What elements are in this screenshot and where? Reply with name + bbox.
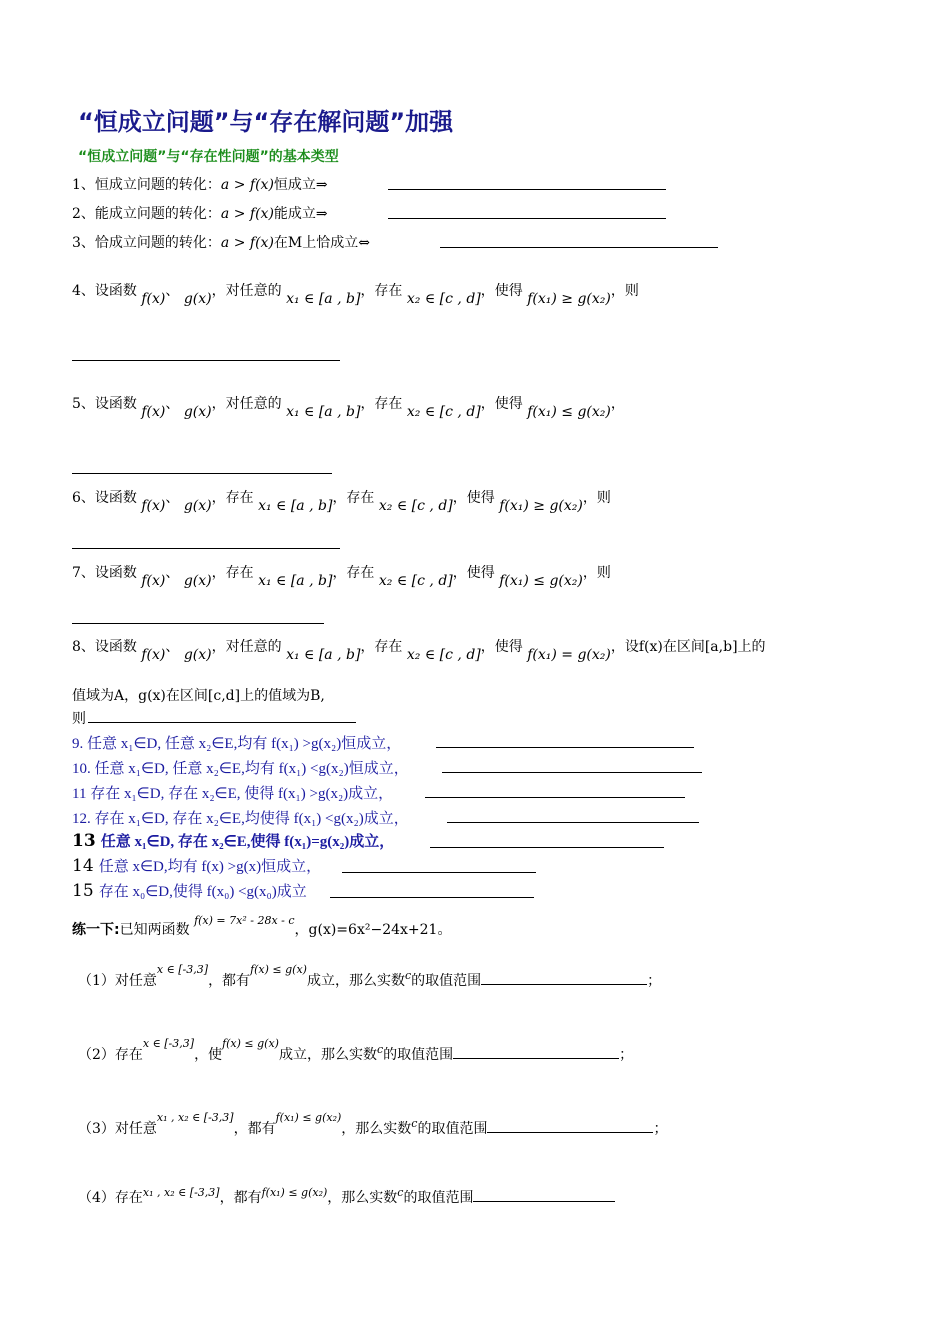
item-10: 10. 任意 x₁∈D, 任意 x₂∈E,均有 f(x₁) <g(x₂)恒成立，	[72, 761, 409, 777]
item-4: 4、设函数 f(x)、 g(x)，对任意的 x₁ ∈ [a , b]，存在 x₂ ∈ [c , d]，使得 f(x₁) ≥ g(x₂)，则	[72, 283, 639, 307]
item-7: 7、设函数 f(x)、 g(x)，存在 x₁ ∈ [a , b]，存在 x₂ ∈ [c , d]，使得 f(x₁) ≤ g(x₂)，则	[72, 565, 611, 589]
answer-blank[interactable]	[342, 872, 536, 873]
item-8: 8、设函数 f(x)、 g(x)，对任意的 x₁ ∈ [a , b]，存在 x₂ ∈ [c , d]，使得 f(x₁) = g(x₂)，设f(x)在区间[a,b]上的	[72, 639, 766, 663]
answer-blank[interactable]	[430, 847, 664, 848]
item-8-line2: 值域为A，g(x)在区间[c,d]上的值域为B,	[72, 688, 325, 704]
answer-blank[interactable]	[481, 970, 647, 985]
page-title: “恒成立问题”与“存在解问题”加强	[78, 108, 454, 136]
answer-blank[interactable]	[436, 747, 694, 748]
item-1: 1、恒成立问题的转化：a > f(x)恒成立⇒	[72, 177, 328, 193]
item-8-line3: 则	[72, 711, 86, 727]
answer-blank[interactable]	[473, 1187, 615, 1202]
answer-blank[interactable]	[388, 189, 666, 190]
item-15: 15 存在 x₀∈D,使得 f(x₀) <g(x₀)成立	[72, 881, 307, 901]
item-5: 5、设函数 f(x)、 g(x)，对任意的 x₁ ∈ [a , b]，存在 x₂ ∈ [c , d]，使得 f(x₁) ≤ g(x₂)，	[72, 396, 625, 420]
item-12: 12. 存在 x₁∈D, 存在 x₂∈E,均使得 f(x₁) <g(x₂)成立，	[72, 811, 409, 827]
item-14: 14 任意 x∈D,均有 f(x) >g(x)恒成立，	[72, 856, 322, 876]
question-4: （4）存在$^{x_1 , x_2 \in [-3,3]}$，都有$^{f(x_1) \le g(x_2)}$，那么实数$^c$的取值范围	[78, 1187, 615, 1207]
answer-blank[interactable]	[442, 772, 702, 773]
item-3: 3、恰成立问题的转化：a > f(x)在M上恰成立⇔	[72, 235, 370, 251]
answer-blank[interactable]	[388, 218, 666, 219]
question-2: （2）存在$^{x \in [-3,3]}$，使$^{f(x) \le g(x)}$成立，那么实数$^c$的取值范围 ；	[78, 1037, 634, 1063]
item-2: 2、能成立问题的转化：a > f(x)能成立⇒	[72, 206, 328, 222]
answer-blank[interactable]	[440, 247, 718, 248]
item-9: 9. 任意 x₁∈D, 任意 x₂∈E,均有 f(x₁) >g(x₂)恒成立，	[72, 736, 402, 752]
item-13: 13 任意 x₁∈D, 存在 x₂∈E,使得 f(x₁)=g(x₂)成立，	[72, 831, 395, 851]
item-11: 11 存在 x₁∈D, 存在 x₂∈E, 使得 f(x₁) >g(x₂)成立，	[72, 786, 394, 802]
answer-blank[interactable]	[487, 1118, 653, 1133]
answer-blank[interactable]	[88, 722, 356, 723]
answer-blank[interactable]	[453, 1044, 619, 1059]
question-1: （1）对任意$^{x \in [-3,3]}$，都有$^{f(x) \le g(x)}$成立，那么实数$^c$的取值范围 ；	[78, 963, 662, 989]
question-3: （3）对任意$^{x_1 , x_2 \in [-3,3]}$，都有$^{f(x_1) \le g(x_2)}$，那么实数$^c$的取值范围 ；	[78, 1111, 668, 1137]
answer-blank[interactable]	[72, 623, 324, 624]
answer-blank[interactable]	[447, 822, 699, 823]
answer-blank[interactable]	[72, 360, 340, 361]
section-subtitle: “恒成立问题”与“存在性问题”的基本类型	[78, 149, 339, 165]
item-6: 6、设函数 f(x)、 g(x)，存在 x₁ ∈ [a , b]，存在 x₂ ∈ [c , d]，使得 f(x₁) ≥ g(x₂)，则	[72, 490, 611, 514]
answer-blank[interactable]	[72, 548, 340, 549]
answer-blank[interactable]	[72, 473, 332, 474]
answer-blank[interactable]	[425, 797, 685, 798]
practice-heading: 练一下:已知两函数 $^{f(x) = 7x^2 - 28x - c}$，g(x)=6x²−24x+21。	[72, 914, 452, 938]
answer-blank[interactable]	[330, 897, 534, 898]
